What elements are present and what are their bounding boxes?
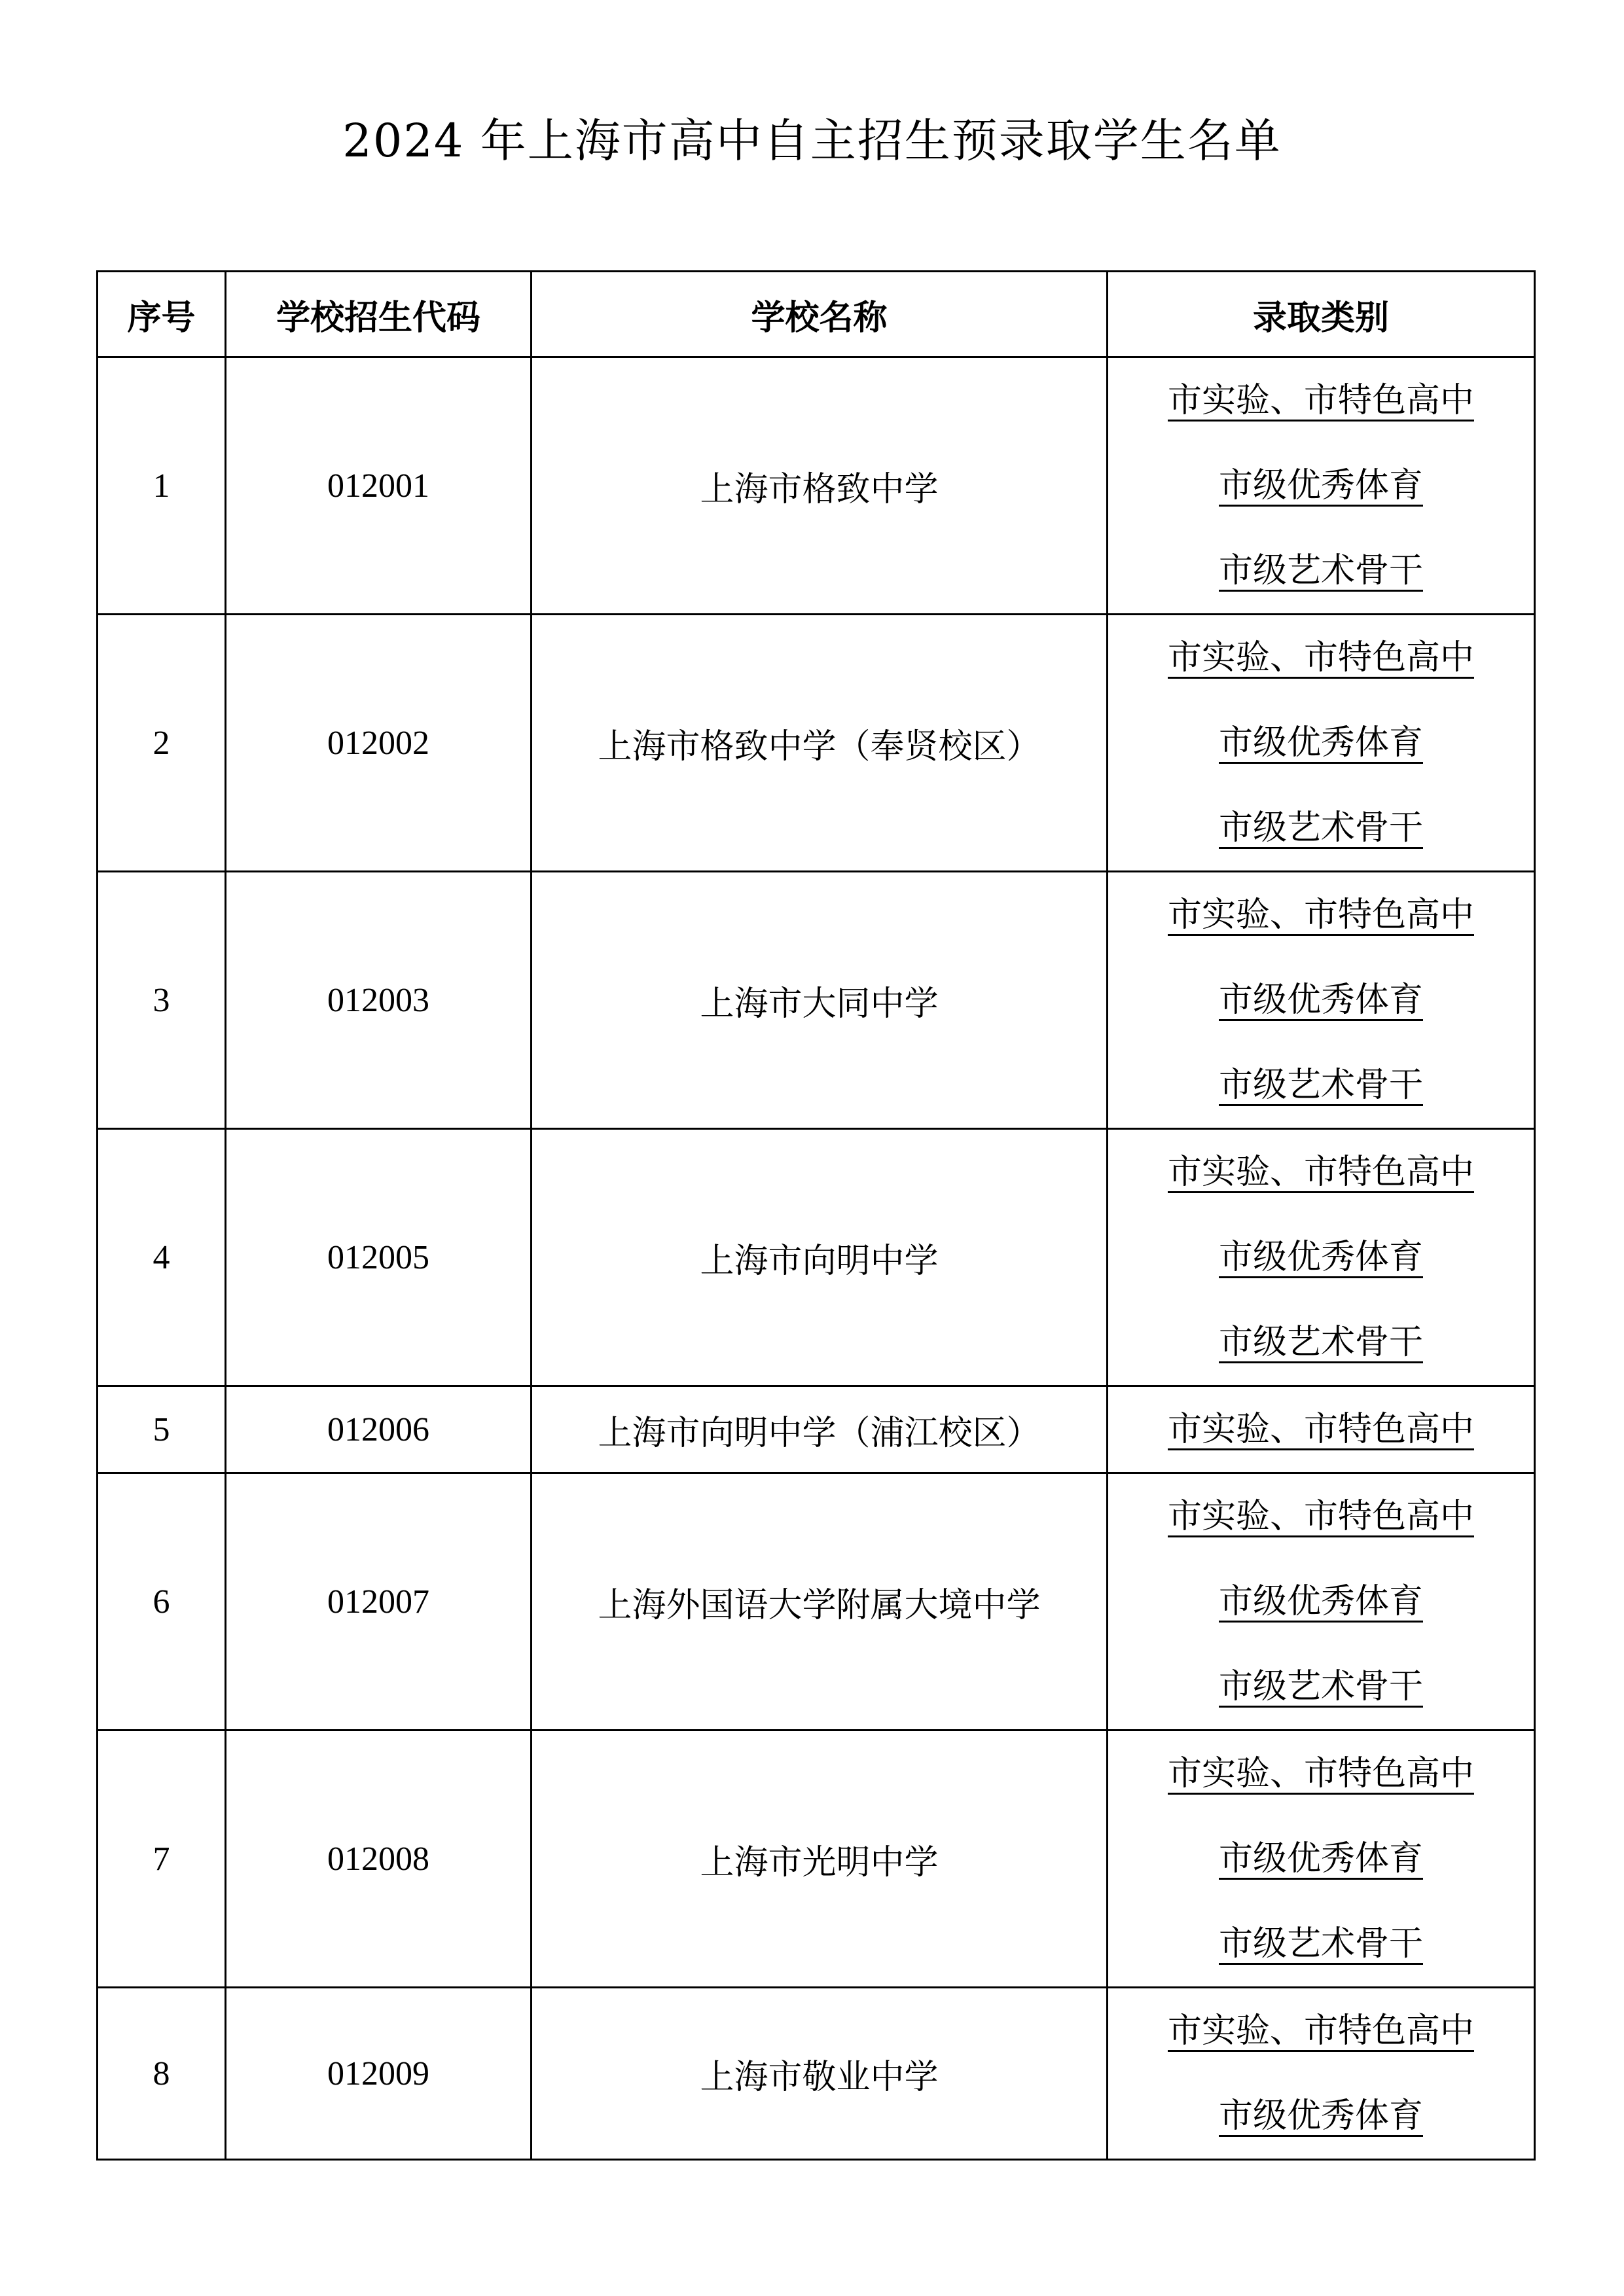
admission-categories — [1108, 1473, 1535, 1731]
header-school-name: 学校名称 — [532, 272, 1108, 357]
school-name: 上海市光明中学 — [532, 1731, 1108, 1988]
category-link[interactable]: 市实验、市特色高中 — [1167, 1153, 1474, 1192]
category-list — [1108, 358, 1534, 613]
category-link[interactable]: 市级优秀体育 — [1218, 466, 1423, 505]
school-code: 012007 — [226, 1473, 532, 1731]
row-index: 7 — [98, 1731, 226, 1988]
school-code: 012002 — [226, 615, 532, 872]
school-name: 上海市向明中学（浦江校区） — [532, 1386, 1108, 1473]
row-index: 5 — [98, 1386, 226, 1473]
table-row — [98, 357, 1535, 615]
category-list — [1108, 1988, 1534, 2159]
category-link[interactable]: 市级优秀体育 — [1218, 1238, 1423, 1277]
school-name: 上海外国语大学附属大境中学 — [532, 1473, 1108, 1731]
table-row — [98, 872, 1535, 1129]
school-name: 上海市敬业中学 — [532, 1988, 1108, 2160]
table-header-row — [98, 272, 1535, 357]
row-index: 8 — [98, 1988, 226, 2160]
school-code: 012005 — [226, 1129, 532, 1386]
category-link[interactable]: 市级艺术骨干 — [1218, 1667, 1423, 1706]
table-row — [98, 615, 1535, 872]
table-row — [98, 1731, 1535, 1988]
category-link[interactable]: 市实验、市特色高中 — [1167, 381, 1474, 420]
school-name: 上海市大同中学 — [532, 872, 1108, 1129]
school-code: 012001 — [226, 357, 532, 615]
category-link[interactable]: 市级艺术骨干 — [1218, 551, 1423, 590]
school-name: 上海市格致中学 — [532, 357, 1108, 615]
table-row — [98, 1386, 1535, 1473]
category-list — [1108, 615, 1534, 870]
category-list — [1108, 1474, 1534, 1729]
school-code: 012006 — [226, 1386, 532, 1473]
category-link[interactable]: 市实验、市特色高中 — [1167, 638, 1474, 677]
category-link[interactable]: 市实验、市特色高中 — [1167, 895, 1474, 935]
school-code: 012003 — [226, 872, 532, 1129]
row-index: 4 — [98, 1129, 226, 1386]
school-code: 012008 — [226, 1731, 532, 1988]
category-link[interactable]: 市级优秀体育 — [1218, 723, 1423, 762]
table-row — [98, 1988, 1535, 2160]
row-index: 2 — [98, 615, 226, 872]
category-link[interactable]: 市级优秀体育 — [1218, 1582, 1423, 1621]
school-name: 上海市向明中学 — [532, 1129, 1108, 1386]
table-row — [98, 1129, 1535, 1386]
table-body — [98, 357, 1535, 2160]
category-link[interactable]: 市级优秀体育 — [1218, 1839, 1423, 1878]
category-link[interactable]: 市级艺术骨干 — [1218, 808, 1423, 848]
admission-categories — [1108, 1386, 1535, 1473]
page-title: 2024 年上海市高中自主招生预录取学生名单 — [342, 114, 1282, 168]
category-link[interactable]: 市级优秀体育 — [1218, 980, 1423, 1020]
category-list — [1108, 872, 1534, 1128]
category-link[interactable]: 市实验、市特色高中 — [1167, 1410, 1474, 1449]
category-link[interactable]: 市级艺术骨干 — [1218, 1323, 1423, 1362]
admission-categories — [1108, 1731, 1535, 1988]
category-list — [1108, 1731, 1534, 1986]
header-admission-category: 录取类别 — [1108, 272, 1535, 357]
category-link[interactable]: 市级艺术骨干 — [1218, 1924, 1423, 1964]
admission-categories — [1108, 872, 1535, 1129]
category-link[interactable]: 市级优秀体育 — [1218, 2096, 1423, 2136]
header-school-code: 学校招生代码 — [226, 272, 532, 357]
admission-categories — [1108, 1129, 1535, 1386]
admission-categories — [1108, 1988, 1535, 2160]
admission-categories — [1108, 357, 1535, 615]
table-row — [98, 1473, 1535, 1731]
admission-categories — [1108, 615, 1535, 872]
admission-table — [96, 270, 1536, 2161]
category-list — [1108, 1130, 1534, 1385]
row-index: 1 — [98, 357, 226, 615]
category-link[interactable]: 市实验、市特色高中 — [1167, 1754, 1474, 1793]
row-index: 6 — [98, 1473, 226, 1731]
category-list — [1108, 1387, 1534, 1472]
header-index: 序号 — [98, 272, 226, 357]
school-code: 012009 — [226, 1988, 532, 2160]
school-name: 上海市格致中学（奉贤校区） — [532, 615, 1108, 872]
category-link[interactable]: 市实验、市特色高中 — [1167, 2011, 1474, 2051]
category-link[interactable]: 市级艺术骨干 — [1218, 1066, 1423, 1105]
row-index: 3 — [98, 872, 226, 1129]
category-link[interactable]: 市实验、市特色高中 — [1167, 1497, 1474, 1536]
